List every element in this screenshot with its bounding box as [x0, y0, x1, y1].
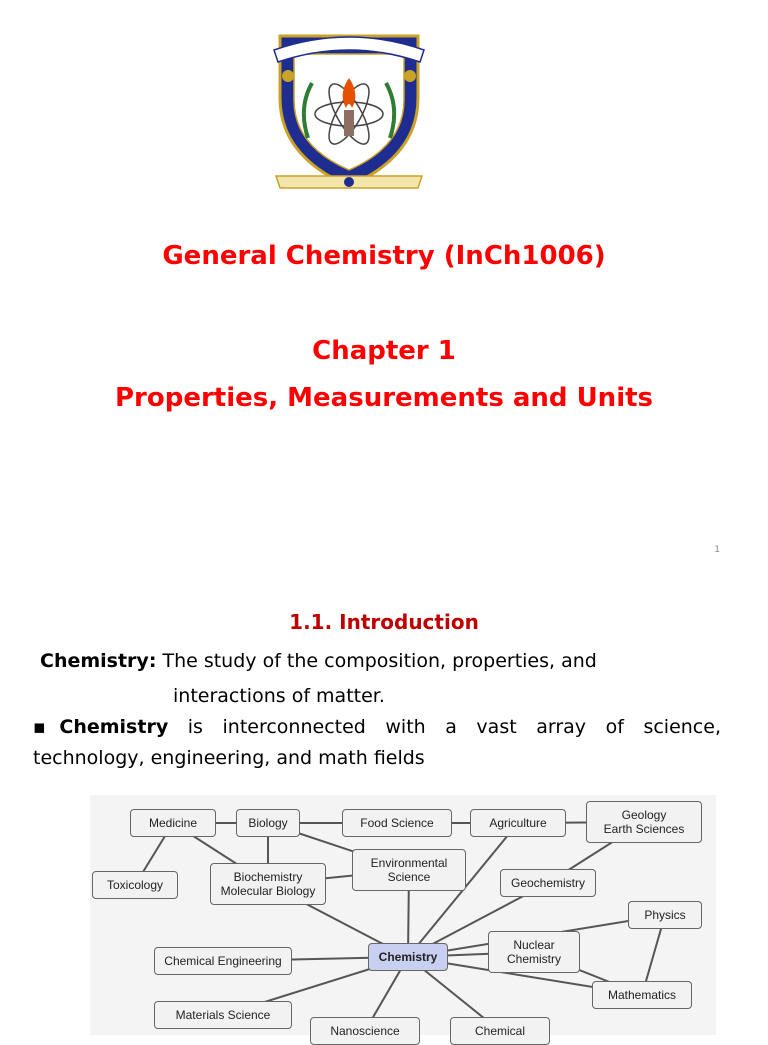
bullet-line-1	[33, 715, 721, 739]
bullet-term: Chemistry	[59, 716, 169, 738]
diagram-node-chemical2: Chemical	[450, 1017, 550, 1045]
diagram-node-math: Mathematics	[592, 981, 692, 1009]
university-logo	[268, 28, 430, 192]
diagram-node-chemistry: Chemistry	[368, 943, 448, 971]
bullet-text: is interconnected with a vast array of science,	[168, 716, 721, 738]
diagram-node-physics: Physics	[628, 901, 702, 929]
section-title: 1.1. Introduction	[289, 610, 479, 634]
diagram-node-food: Food Science	[342, 809, 452, 837]
definition-line-2: interactions of matter.	[173, 685, 385, 707]
definition-term: Chemistry:	[40, 650, 157, 672]
diagram-node-materials: Materials Science	[154, 1001, 292, 1029]
diagram-node-agriculture: Agriculture	[470, 809, 566, 837]
diagram-node-chemeng: Chemical Engineering	[154, 947, 292, 975]
definition-text: The study of the composition, properties, and	[156, 650, 597, 672]
diagram-node-biochem: Biochemistry Molecular Biology	[210, 863, 326, 905]
diagram-node-nano: Nanoscience	[310, 1017, 420, 1045]
diagram-node-geology: Geology Earth Sciences	[586, 801, 702, 843]
chemistry-connections-diagram	[90, 795, 716, 1038]
chapter-subtitle: Properties, Measurements and Units	[114, 383, 654, 413]
diagram-node-toxicology: Toxicology	[92, 871, 178, 899]
bullet-marker: ▪	[33, 716, 60, 738]
diagram-node-nuclear: Nuclear Chemistry	[488, 931, 580, 973]
bullet-line-2: technology, engineering, and math fields	[33, 747, 425, 769]
page-number: 1	[714, 545, 720, 555]
chapter-label: Chapter 1	[312, 336, 456, 366]
diagram-node-geochem: Geochemistry	[500, 869, 596, 897]
diagram-node-biology: Biology	[236, 809, 300, 837]
course-title: General Chemistry (InCh1006)	[162, 241, 606, 271]
diagram-node-environ: Environmental Science	[352, 849, 466, 891]
definition-line-1	[40, 649, 597, 673]
content-slide	[0, 572, 768, 1038]
diagram-node-medicine: Medicine	[130, 809, 216, 837]
